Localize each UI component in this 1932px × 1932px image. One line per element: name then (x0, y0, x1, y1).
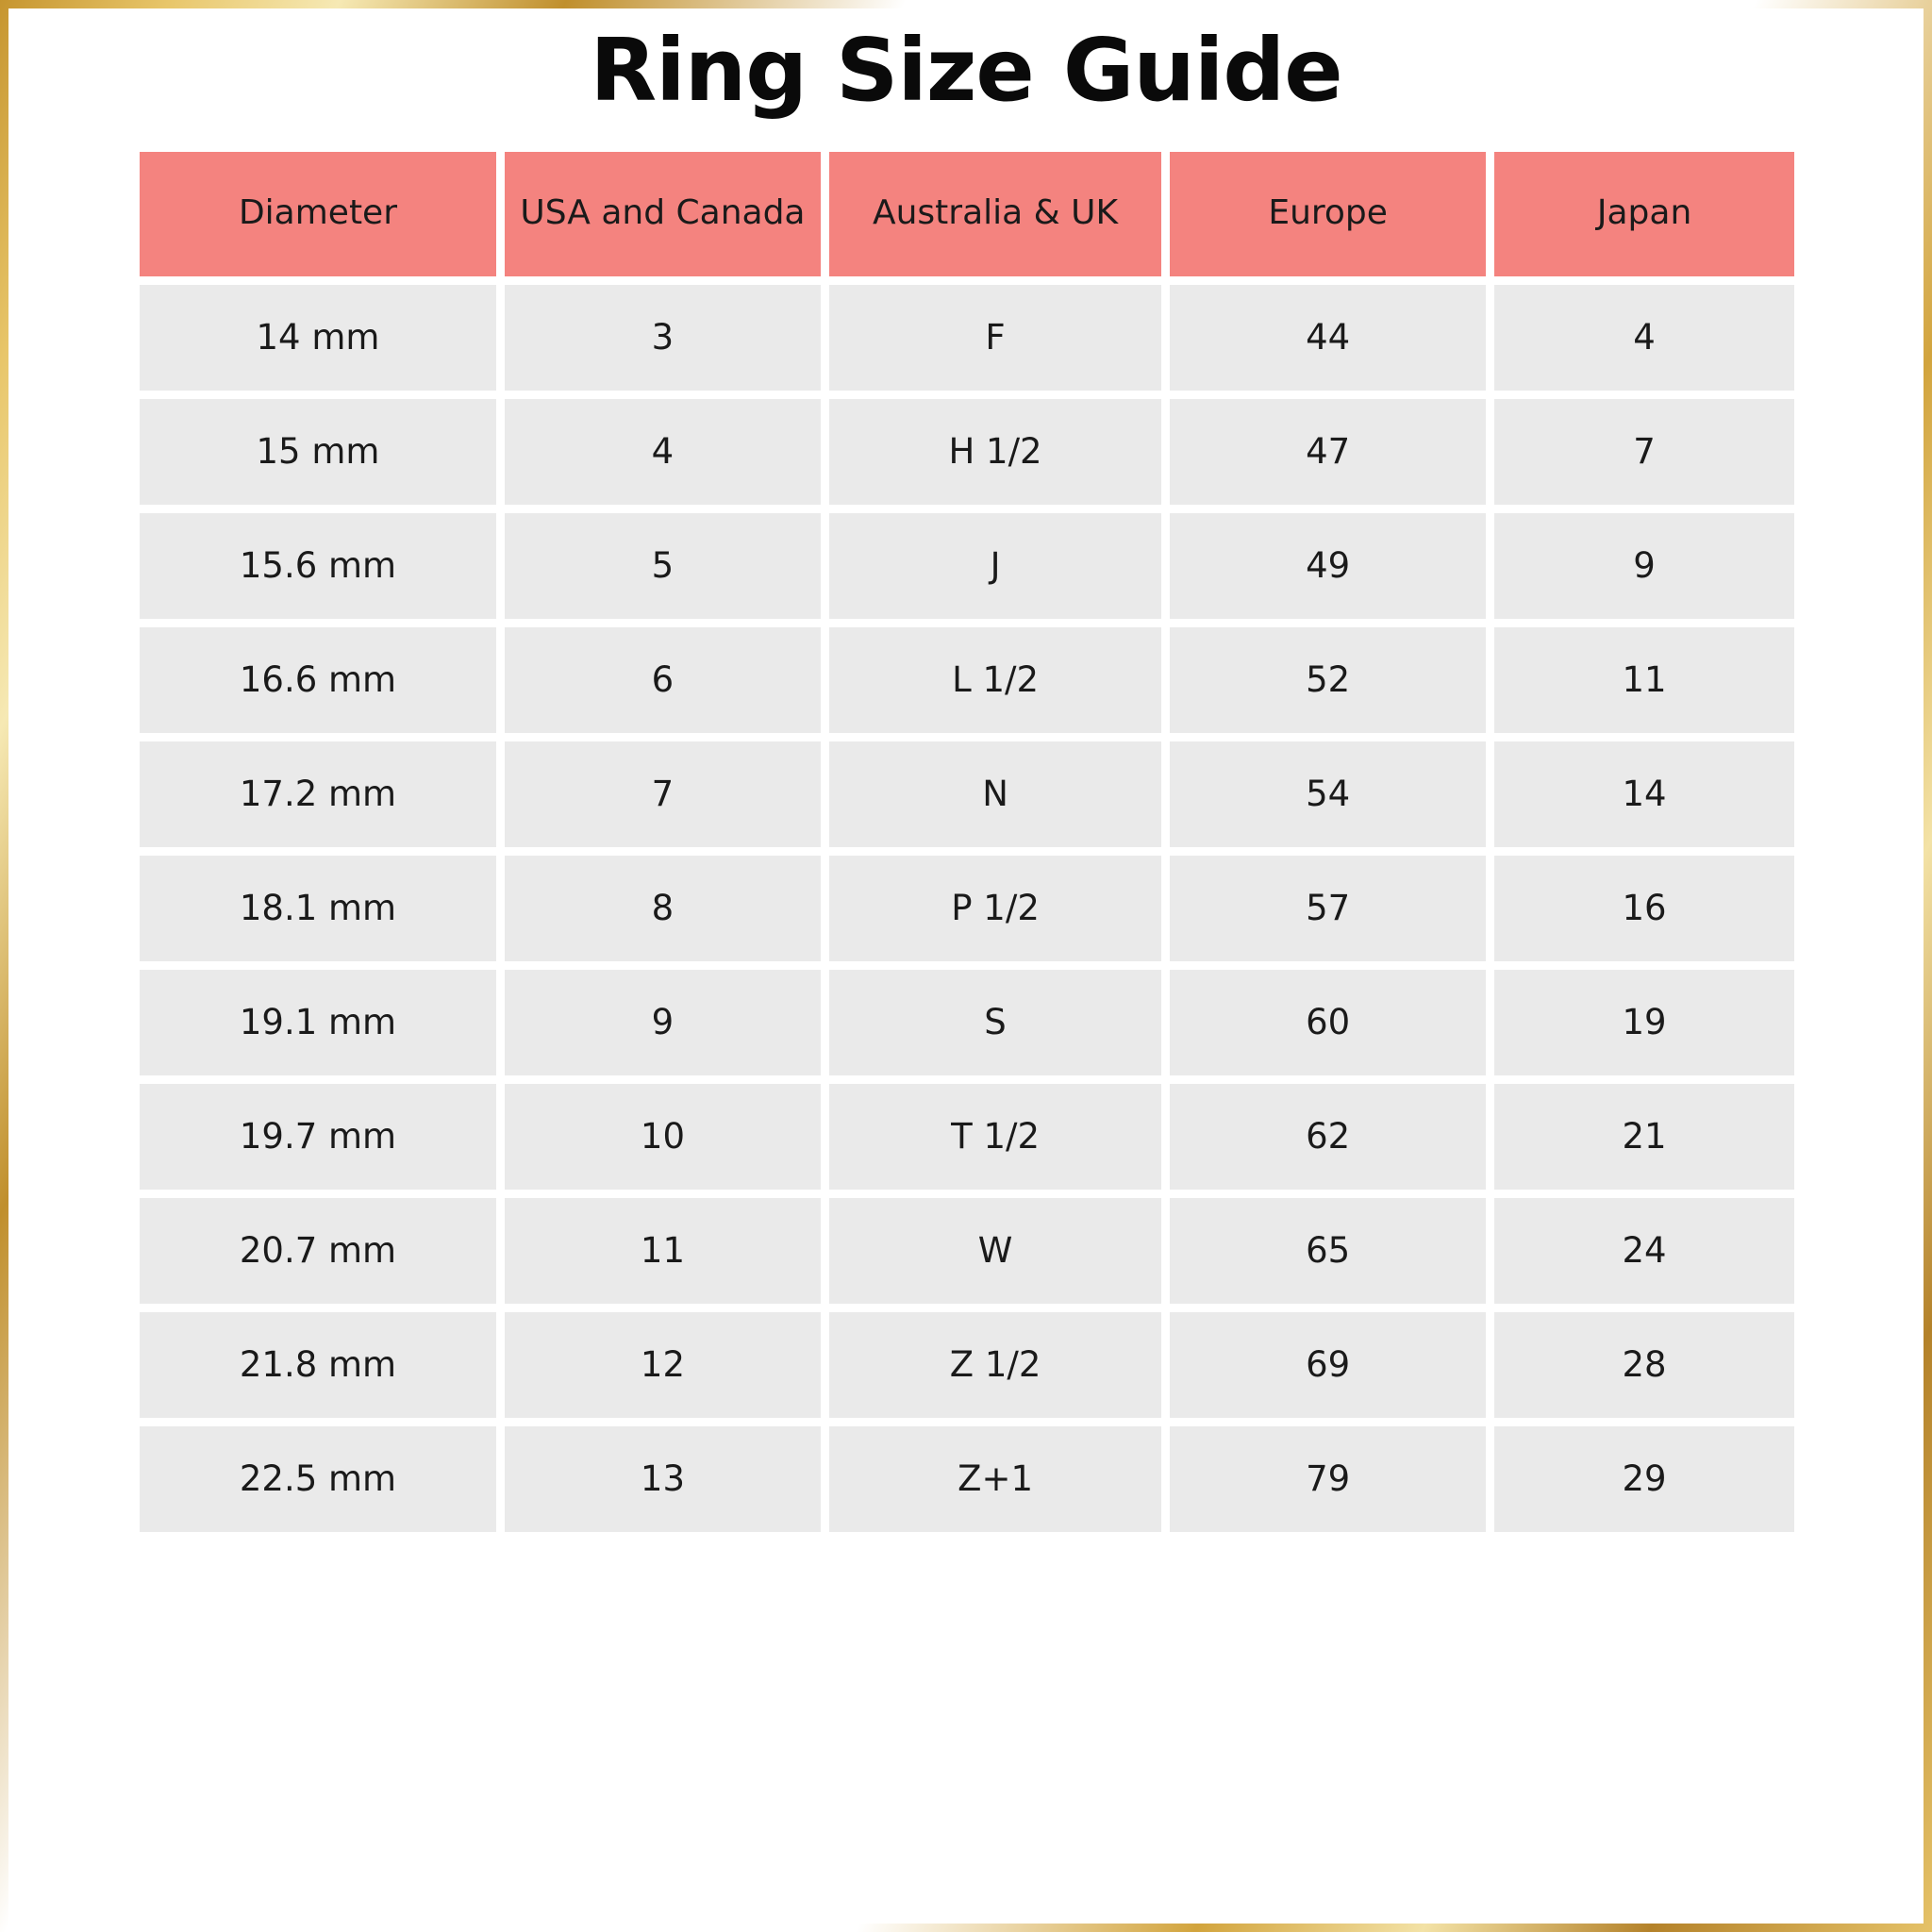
table-row (140, 1426, 1794, 1532)
cell-usa-canada: 8 (505, 856, 821, 961)
column-header-usa-canada: USA and Canada (505, 152, 821, 276)
column-header-europe: Europe (1170, 152, 1486, 276)
cell-diameter: 17.2 mm (140, 741, 496, 847)
cell-australia-uk: W (829, 1198, 1161, 1304)
cell-diameter: 21.8 mm (140, 1312, 496, 1418)
table-row (140, 1084, 1794, 1190)
cell-europe: 69 (1170, 1312, 1486, 1418)
cell-usa-canada: 11 (505, 1198, 821, 1304)
cell-europe: 65 (1170, 1198, 1486, 1304)
table-row (140, 970, 1794, 1075)
cell-diameter: 22.5 mm (140, 1426, 496, 1532)
cell-japan: 19 (1494, 970, 1794, 1075)
column-header-australia-uk: Australia & UK (829, 152, 1161, 276)
cell-japan: 16 (1494, 856, 1794, 961)
cell-australia-uk: F (829, 285, 1161, 391)
cell-usa-canada: 13 (505, 1426, 821, 1532)
cell-diameter: 15.6 mm (140, 513, 496, 619)
cell-japan: 9 (1494, 513, 1794, 619)
cell-europe: 60 (1170, 970, 1486, 1075)
cell-japan: 11 (1494, 627, 1794, 733)
cell-europe: 52 (1170, 627, 1486, 733)
table-row (140, 856, 1794, 961)
table-body (140, 285, 1794, 1532)
content-area (8, 8, 1924, 1924)
cell-australia-uk: H 1/2 (829, 399, 1161, 505)
column-header-diameter: Diameter (140, 152, 496, 276)
cell-diameter: 20.7 mm (140, 1198, 496, 1304)
cell-japan: 28 (1494, 1312, 1794, 1418)
table-row (140, 285, 1794, 391)
cell-usa-canada: 7 (505, 741, 821, 847)
cell-usa-canada: 9 (505, 970, 821, 1075)
cell-europe: 47 (1170, 399, 1486, 505)
column-header-japan: Japan (1494, 152, 1794, 276)
cell-australia-uk: P 1/2 (829, 856, 1161, 961)
cell-diameter: 15 mm (140, 399, 496, 505)
cell-diameter: 16.6 mm (140, 627, 496, 733)
table-row (140, 1198, 1794, 1304)
cell-japan: 4 (1494, 285, 1794, 391)
cell-usa-canada: 4 (505, 399, 821, 505)
cell-diameter: 19.7 mm (140, 1084, 496, 1190)
cell-diameter: 18.1 mm (140, 856, 496, 961)
cell-australia-uk: S (829, 970, 1161, 1075)
cell-usa-canada: 10 (505, 1084, 821, 1190)
cell-australia-uk: Z 1/2 (829, 1312, 1161, 1418)
page-title: Ring Size Guide (590, 20, 1342, 121)
table-row (140, 399, 1794, 505)
cell-japan: 21 (1494, 1084, 1794, 1190)
cell-australia-uk: N (829, 741, 1161, 847)
cell-europe: 57 (1170, 856, 1486, 961)
cell-australia-uk: T 1/2 (829, 1084, 1161, 1190)
cell-usa-canada: 6 (505, 627, 821, 733)
ring-size-table (131, 143, 1803, 1541)
cell-japan: 7 (1494, 399, 1794, 505)
table-header-row (140, 152, 1794, 276)
cell-europe: 62 (1170, 1084, 1486, 1190)
cell-diameter: 19.1 mm (140, 970, 496, 1075)
cell-australia-uk: Z+1 (829, 1426, 1161, 1532)
cell-europe: 54 (1170, 741, 1486, 847)
cell-japan: 24 (1494, 1198, 1794, 1304)
table-row (140, 627, 1794, 733)
cell-usa-canada: 12 (505, 1312, 821, 1418)
cell-europe: 44 (1170, 285, 1486, 391)
cell-australia-uk: J (829, 513, 1161, 619)
cell-europe: 79 (1170, 1426, 1486, 1532)
cell-japan: 14 (1494, 741, 1794, 847)
table-row (140, 1312, 1794, 1418)
table-row (140, 513, 1794, 619)
table-container (8, 143, 1924, 1541)
cell-usa-canada: 3 (505, 285, 821, 391)
cell-diameter: 14 mm (140, 285, 496, 391)
cell-europe: 49 (1170, 513, 1486, 619)
cell-japan: 29 (1494, 1426, 1794, 1532)
table-header (140, 152, 1794, 276)
cell-australia-uk: L 1/2 (829, 627, 1161, 733)
cell-usa-canada: 5 (505, 513, 821, 619)
table-row (140, 741, 1794, 847)
